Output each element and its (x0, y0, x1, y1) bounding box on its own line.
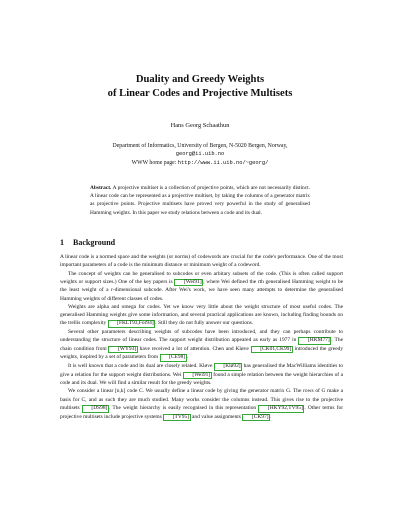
citation-hky92-tv95[interactable]: [HKY92,TV95] (258, 405, 304, 413)
section-body (60, 253, 343, 421)
citation-tv95[interactable]: [TV95] (163, 414, 191, 422)
paragraph-5: It is well known that a code and its dual are closely related. Kløve [Klø92] has generalised the MacWilliams identities to give a relation for the support weight distributions. Wei [Wei91] found a simple relation between the weight hierarchies of a code and its dual. We will find a similar result for the greedy weights. (60, 362, 344, 387)
author-homepage (0, 159, 400, 167)
author-affiliation: Department of Informatics, University of Bergen, N-5020 Bergen, Norway, (112, 143, 288, 149)
citation-ck01-ck99[interactable]: [CK01,CK99] (251, 346, 293, 354)
paragraph-4: Several other parameters describing weights of subcodes have been introduced, and they can perhaps contribute to understanding the structure of linear codes. The support weight distribution appeared as early as 1977 in [HKM77] . The chain condition from [WY93] have received a lot of attention. Chen and Kløve [CK01,CK99] introduced the greedy weights, inspired by a set of parameters from [CE98] . (60, 328, 344, 361)
citation-ds98[interactable]: [DS98] (82, 405, 109, 413)
citation-wei91-second[interactable]: [Wei91] (183, 372, 212, 380)
paper-title-line-1: Duality and Greedy Weights (135, 74, 265, 85)
homepage-label: WWW home page: (131, 160, 177, 166)
citation-ck97[interactable]: [CK97] (242, 414, 270, 422)
homepage-url[interactable]: http://www.ii.uib.no/~georg/ (177, 160, 269, 166)
paragraph-1: A linear code is a normed space and the weights (or norms) of codewords are crucial for the code's performance. One of the most important parameters of a code is the minimum distance or minimum weight of a codeword. (60, 254, 343, 269)
abstract-text: A projective multiset is a collection of projective points, which are not necessarily distinct. A linear code can be represented as a projective multiset, by taking the columns of a generator matrix as projective points. Projective multisets have proved very powerful in the study of generalised Hamming weights. In this paper we study relations between a code and its dual. (90, 185, 310, 216)
paper-title-line-2: of Linear Codes and Projective Multisets (107, 88, 293, 99)
author-email (0, 150, 400, 158)
citation-wy93[interactable]: [WY93] (108, 346, 137, 354)
abstract (90, 184, 310, 217)
abstract-label: Abstract. (90, 185, 112, 191)
section-heading (60, 238, 115, 247)
paragraph-6: We consider a linear [n,k] code C. We usually define a linear code by giving the generator matrix G. The rows of G make a basis for C, and as such they are much studied. Many works consider the columns instead. This gives rise to the projective multisets [DS98] . The weight hierarchy is easily recognised in this representation [HKY92,TV95] . Other terms for projective multisets include projective systems [TV95] and value assignments [CK97] . (60, 388, 344, 420)
citation-fklt93-for94[interactable]: [FKLT93,For94] (108, 320, 156, 328)
section-title: Background (73, 238, 116, 247)
email-address[interactable]: georg@ii.uib.no (175, 151, 225, 157)
section-number: 1 (60, 238, 64, 247)
author-name: Hans Georg Schaathun (170, 122, 230, 129)
citation-hkm77[interactable]: [HKM77] (298, 337, 331, 345)
citation-klo92[interactable]: [Klø92] (214, 363, 242, 371)
citation-wei91[interactable]: [Wei91] (174, 279, 203, 287)
paragraph-3: Weights are alpha and omega for codes. Yet we know very little about the weight structure of most useful codes. The generalised Hamming weights give some information, and several practical applications are known, including finding bounds on the trellis complexity [FKLT93,For94] . Still they do not fully answer our questions. (60, 303, 343, 327)
paragraph-2: The concept of weights can be generalised to subcodes or even arbitary subsets of the code. (This is often called support weights or support sizes.) One of the key papers is [Wei91] , where Wei defined the rth generalised Hamming weight to be the least weight of a r-dimensional subcode. After Wei's work, we have seen many attempts to determine the generalised Hamming weights of different classes of codes. (60, 270, 343, 302)
citation-ce98[interactable]: [CE98] (160, 354, 187, 362)
